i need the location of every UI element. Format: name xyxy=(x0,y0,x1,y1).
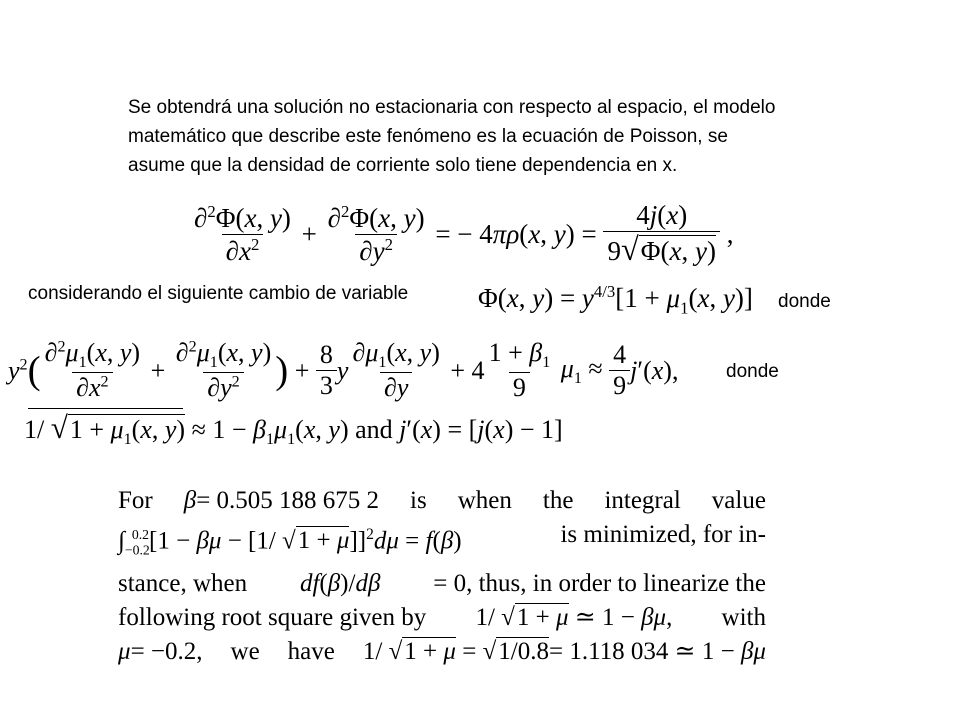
para-word: when xyxy=(457,487,512,514)
para-word: For xyxy=(118,487,153,514)
para-word: following root square given by xyxy=(118,604,427,632)
para-word: = −0.2, xyxy=(130,638,203,666)
para-line-4 xyxy=(118,601,766,635)
transformed-equation: $y^2$ ( $\frac{\partial^2\mu_1(x, y)}{\partial x^2}$ + $\frac{\partial^2\mu_1(x, y)}{\partial y^2}$ ) + $\frac{8}{3}$ y $\frac{\partial\mu_1(x, y)}{\partial y}$ + 4 $\frac{1 + \beta_1}{9}$ $\mu_1$ ≈ $\frac{4}{9}$ j′(x), xyxy=(8,338,679,403)
para-word: the xyxy=(542,487,574,514)
para-line-2 xyxy=(118,518,766,567)
para-word: with xyxy=(721,604,766,632)
para-word: integral xyxy=(604,487,681,514)
poisson-equation-image: $\frac{\partial^2\Phi(x, y)}{\partial x^2}$ + $\frac{\partial^2\Phi(x, y)}{\partial y^2}$ = − 4πρ(x, y) = $\frac{4j(x)}{9√\Phi(x, y)}$ , xyxy=(194,200,734,268)
para-word: value xyxy=(711,487,766,514)
rule-line xyxy=(28,408,183,409)
change-of-variable-equation: Φ(x, $y) = y^{4/3}[1 + \mu_1(x$, y)] xyxy=(478,282,753,318)
para-line-3 xyxy=(118,567,766,601)
para-integral: $\int_{-0.2}^{0.2}[1 - \beta\mu - [1/$ √1 + μ]]$^2$dμ = f(β) xyxy=(118,526,462,558)
para-line-1 xyxy=(118,484,766,518)
donde-label-2: donde xyxy=(726,361,779,382)
para-beta-value: β= 0.505 188 675 2 xyxy=(183,487,380,514)
intro-line-2: matemático que describe este fenómeno es la ecuación de Poisson, se xyxy=(128,126,728,147)
para-mu: μ= −0.2, xyxy=(118,638,203,666)
para-word: have xyxy=(287,638,335,666)
para-final: 1/ √1 + μ = √1/0.8= 1.118 034 ≃ 1 − βμ xyxy=(362,638,766,666)
intro-line-1: Se obtendrá una solución no estacionaria con respecto al espacio, el modelo xyxy=(128,97,776,118)
intro-paragraph xyxy=(128,93,888,180)
para-word: we xyxy=(230,638,260,666)
para-word: stance, when xyxy=(118,570,248,598)
intro-line-3: asume que la densidad de corriente solo tiene dependencia en x. xyxy=(128,155,678,176)
para-word: = 0.505 188 675 2 xyxy=(196,487,380,514)
para-derivative: df(β)/dβ xyxy=(299,570,381,598)
para-word: = 1.118 034 xyxy=(549,638,669,666)
para-word: is minimized, for in- xyxy=(560,521,766,548)
para-line-5 xyxy=(118,635,766,669)
para-word: = 0, thus, in order to linearize the xyxy=(433,570,766,598)
para-root: 1/ √1 + μ ≃ 1 − βμ, xyxy=(475,604,673,632)
para-word: is xyxy=(410,487,427,514)
donde-label-1: donde xyxy=(778,291,831,312)
change-of-variable-text: considerando el siguiente cambio de variable xyxy=(28,283,409,304)
root-approximation-equation: 1/ $√1 + \mu_1(x$, $y) \approx 1 - \beta_1\mu_1(x$, y) and j′(x) = [j(x) − 1] xyxy=(24,410,563,449)
beta-paragraph-image xyxy=(118,484,766,669)
